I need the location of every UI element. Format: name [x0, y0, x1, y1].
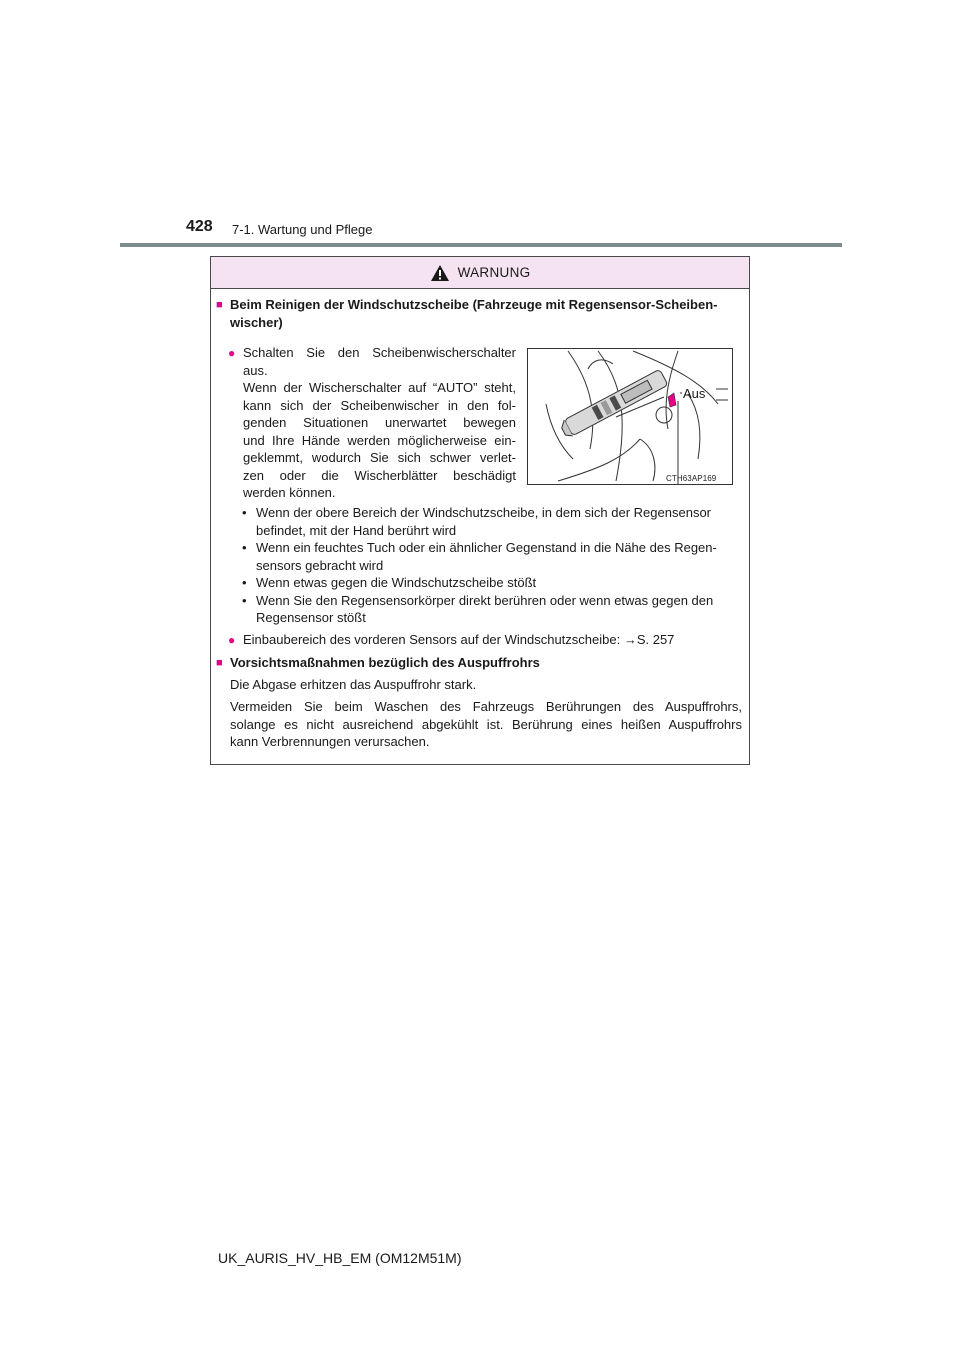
- heading-rain-sensor: [230, 296, 742, 331]
- figure-label-aus: Aus: [683, 386, 706, 401]
- para-line: zen oder die Wischerblätter beschädigt: [243, 467, 516, 483]
- bullet-dot-icon: •: [242, 592, 247, 608]
- wiper-lever-illustration: [528, 349, 732, 484]
- bullet-dot-icon: •: [242, 505, 247, 520]
- bullet-dot-icon: •: [242, 575, 247, 590]
- square-bullet-icon: ■: [216, 657, 223, 669]
- para-line: kann Verbrennungen verursachen.: [230, 734, 430, 749]
- list-item-line: Regensensor stößt: [256, 610, 366, 625]
- para-exhaust-warning: [230, 698, 742, 751]
- para-exhaust-heat: Die Abgase erhitzen das Auspuffrohr stark.: [230, 677, 477, 692]
- list-item-line: Wenn Sie den Regensensorkörper direkt berühren oder wenn etwas gegen den: [256, 592, 714, 608]
- list-item-line: sensors gebracht wird: [256, 557, 384, 573]
- para-sensor-reference: Einbaubereich des vorderen Sensors auf der Windschutzscheibe: →S. 257: [243, 632, 675, 647]
- page-number: 428: [186, 218, 213, 235]
- header-rule: [120, 243, 842, 247]
- list-item: [242, 592, 742, 627]
- para-line: solange es nicht ausreichend abgekühlt ist. Berührung eines heißen Auspuffrohrs: [230, 716, 742, 732]
- para-line: Vermeiden Sie beim Waschen des Fahrzeugs Berührungen des Auspuffrohrs,: [230, 699, 742, 714]
- para-line: werden können.: [243, 485, 336, 500]
- heading-line: Beim Reinigen der Windschutzscheibe (Fahrzeuge mit Regensensor-Scheiben-: [230, 297, 718, 312]
- list-item-line: befindet, mit der Hand berührt wird: [256, 522, 457, 538]
- list-item-line: Wenn der obere Bereich der Windschutzscheibe, in dem sich der Regensensor: [256, 505, 711, 520]
- para-line: Schalten Sie den Scheibenwischerschalter: [243, 345, 516, 360]
- list-item: [242, 504, 742, 539]
- list-item-line: Wenn etwas gegen die Windschutzscheibe stößt: [256, 575, 537, 590]
- warning-title: WARNUNG: [457, 265, 531, 280]
- heading-exhaust: Vorsichtsmaßnahmen bezüglich des Auspuffrohrs: [230, 655, 540, 670]
- warning-triangle-icon: [430, 264, 450, 282]
- footer-doc-id: UK_AURIS_HV_HB_EM (OM12M51M): [218, 1250, 462, 1266]
- para-line: geklemmt, wodurch Sie sich schwer verlet-: [243, 450, 516, 465]
- warning-header: [211, 257, 749, 289]
- para-line: aus.: [243, 362, 268, 378]
- para-switch-off: [243, 344, 516, 502]
- list-item: [242, 574, 742, 592]
- heading-line: wischer): [230, 314, 283, 330]
- round-bullet-icon: ●: [228, 633, 236, 647]
- para-line: und Ihre Hände werden möglicherweise ein-: [243, 432, 516, 448]
- para-line: kann sich der Scheibenwischer in den fol-: [243, 397, 516, 413]
- para-line: Wenn der Wischerschalter auf “AUTO” steht,: [243, 380, 516, 395]
- para-line: genden Situationen unerwartet bewegen: [243, 415, 516, 430]
- sub-bullet-list: [242, 504, 742, 627]
- list-item: [242, 539, 742, 574]
- square-bullet-icon: ■: [216, 299, 223, 311]
- figure-code: CTH63AP169: [666, 474, 717, 483]
- bullet-dot-icon: •: [242, 540, 247, 555]
- section-title: 7-1. Wartung und Pflege: [232, 222, 373, 237]
- list-item-line: Wenn ein feuchtes Tuch oder ein ähnlicher Gegenstand in die Nähe des Regen-: [256, 540, 717, 555]
- wiper-switch-figure: [527, 348, 733, 485]
- round-bullet-icon: ●: [228, 346, 236, 360]
